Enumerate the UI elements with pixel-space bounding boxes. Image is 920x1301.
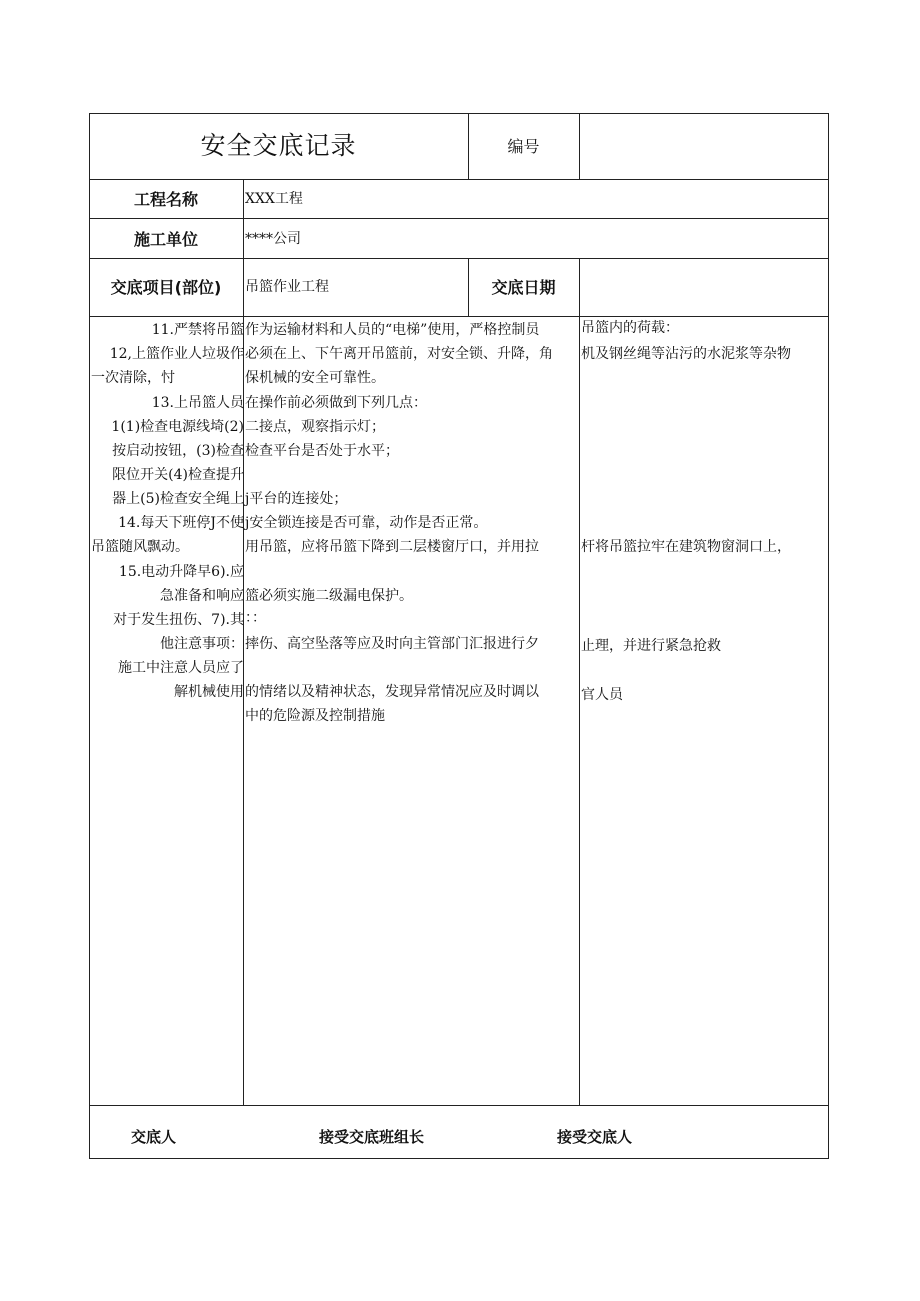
content-line: 吊篮内的荷载： bbox=[581, 320, 679, 336]
content-line: 对于发生扭伤、7).其 bbox=[113, 612, 244, 628]
content-line: 篮必须实施二级漏电保护。 bbox=[245, 588, 413, 604]
content-line: 15.电动升降早6).应 bbox=[118, 564, 244, 580]
contractor-label: 施工单位 bbox=[133, 230, 198, 249]
content-line: ：： bbox=[245, 610, 266, 626]
content-line: 一次清除，忖 bbox=[91, 370, 175, 386]
content-line: 11.严禁将吊篮 bbox=[151, 322, 244, 338]
content-line: 摔伤、高空坠落等应及时向主管部门汇报进行夕 bbox=[245, 636, 539, 652]
content-line: 机及钢丝绳等沾污的水泥浆等杂物 bbox=[581, 346, 791, 362]
content-line: j平台的连接处； bbox=[245, 491, 348, 507]
receiver-label: 接受交底人 bbox=[557, 1128, 633, 1146]
content-line: 按启动按钮，(3)检查 bbox=[112, 443, 244, 459]
content-line: 用吊篮，应将吊篮下降到二层楼窗厅口，并用拉 bbox=[245, 539, 539, 555]
content-line: 1(1)检查电源线埼(2) bbox=[111, 419, 244, 435]
content-line: 13.上吊篮人员 bbox=[151, 395, 244, 411]
project-name-label: 工程名称 bbox=[133, 190, 198, 209]
content-line: 14.每天下班停J不使 bbox=[118, 515, 244, 531]
content-line: 作为运输材料和人员的“电梯”使用，严格控制员 bbox=[245, 322, 540, 338]
content-line: 他注意事项： bbox=[160, 636, 244, 652]
discloser-label: 交底人 bbox=[131, 1128, 177, 1146]
content-line: 官人员 bbox=[581, 687, 623, 703]
content-line: 施工中注意人员应了 bbox=[118, 660, 244, 676]
number-label: 编号 bbox=[507, 137, 540, 156]
project-name-value: XXX工程 bbox=[245, 191, 303, 207]
content-line: 止理，并进行紧急抢救 bbox=[581, 638, 721, 654]
content-line: 器上(5)检查安全绳上 bbox=[112, 491, 244, 507]
content-line: 的情绪以及精神状态，发现异常情况应及时调以 bbox=[245, 684, 539, 700]
content-line: 解机械使用 bbox=[174, 684, 244, 700]
number-field[interactable] bbox=[579, 113, 829, 179]
disclosure-date-field[interactable] bbox=[579, 258, 829, 316]
col-divider bbox=[579, 258, 580, 1105]
content-line: 中的危险源及控制措施 bbox=[245, 708, 385, 724]
content-line: j安全锁连接是否可靠，动作是否正常。 bbox=[245, 515, 488, 531]
content-line: 检查平台是否处于水平； bbox=[245, 443, 399, 459]
team-leader-label: 接受交底班组长 bbox=[319, 1128, 425, 1146]
disclosure-item-value: 吊篮作业工程 bbox=[245, 279, 329, 295]
content-line: 12,上篮作业人垃圾作 bbox=[109, 346, 244, 362]
contractor-value: ****公司 bbox=[245, 231, 301, 247]
row-divider bbox=[89, 1105, 829, 1106]
content-line: 杆将吊篮拉牢在建筑物窗洞口上， bbox=[581, 539, 791, 555]
content-line: 二接点，观察指示灯； bbox=[245, 419, 385, 435]
content-line: 急准备和响应 bbox=[160, 588, 244, 604]
disclosure-item-label: 交底项目(部位) bbox=[110, 278, 222, 297]
row-divider bbox=[89, 316, 829, 317]
content-line: 必须在上、下午离开吊篮前，对安全锁、升降，角 bbox=[245, 346, 553, 362]
content-line: 保机械的安全可靠性。 bbox=[245, 370, 385, 386]
page-title: 安全交底记录 bbox=[200, 131, 357, 160]
disclosure-date-label: 交底日期 bbox=[491, 278, 556, 297]
content-line: 限位开关(4)检查提升 bbox=[112, 467, 244, 483]
content-line: 吊篮随风飘动。 bbox=[91, 539, 189, 555]
content-line: 在操作前必须做到下列几点： bbox=[245, 395, 427, 411]
